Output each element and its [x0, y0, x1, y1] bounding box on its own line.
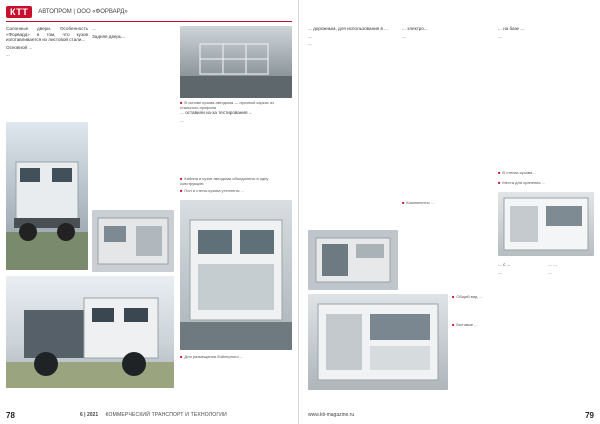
paragraph: ... — [402, 33, 406, 39]
masthead — [6, 5, 128, 19]
caption-bullet-icon: ■ — [180, 100, 183, 105]
truck-interior-photo — [308, 294, 448, 390]
photo-interior — [92, 210, 174, 272]
text-column-2 — [402, 26, 492, 196]
paragraph: ... дорожным, для использования в ... — [308, 26, 388, 31]
paragraph: ... — [92, 26, 96, 31]
page-number: 78 — [6, 410, 15, 420]
photo-interior-right — [498, 192, 594, 256]
photo-frame-workshop — [180, 26, 292, 98]
photo-components — [308, 230, 398, 290]
paragraph: ... — [6, 52, 10, 58]
photo-body-side — [180, 200, 292, 350]
caption: ■ В основе кузова автодома — прочный каркас из стального профиля — [180, 100, 275, 110]
right-page — [302, 0, 600, 424]
paragraph: ... ... — [548, 262, 557, 267]
paragraph: Основной ... — [6, 44, 33, 50]
header-rule — [6, 21, 292, 22]
paragraph: Салонные двери. Особенность «Форвард» в том, что кузов изготавливается из листовой стали... — [6, 26, 88, 43]
footer-center — [15, 412, 292, 418]
rubric-header: АВТОПРОМ | ООО «ФОРВАРД» — [38, 9, 128, 15]
photo-truck-large — [6, 276, 174, 388]
body-side-photo — [180, 200, 292, 350]
issue-number: 6 | 2021 — [80, 412, 99, 418]
text-column-bottom-1 — [498, 262, 544, 390]
text-column-1 — [6, 26, 88, 118]
components-photo — [308, 230, 398, 290]
photo-truck-vertical — [6, 122, 88, 270]
magazine-site: www.kti-magazine.ru — [308, 412, 355, 418]
paragraph: Задняя дверь... — [92, 33, 126, 39]
paragraph: ... — [308, 41, 312, 47]
caption-bullet-icon: ■ — [498, 170, 501, 175]
truck-photo — [6, 122, 88, 270]
paragraph: ... электро... — [402, 26, 428, 31]
magazine-title: КОММЕРЧЕСКИЙ ТРАНСПОРТ И ТЕХНОЛОГИИ — [105, 412, 227, 418]
paragraph: ... — [548, 269, 552, 275]
page-number: 79 — [585, 410, 594, 420]
caption: ■ Места для хранения ... — [498, 180, 546, 185]
paragraph: ... оставили из-за тестирования ... — [180, 110, 253, 115]
caption-bullet-icon: ■ — [180, 176, 183, 181]
paragraph: ... — [180, 117, 184, 123]
paragraph: ... — [308, 33, 312, 39]
magazine-logo: КТТ — [6, 6, 32, 18]
frame-photo — [180, 26, 292, 98]
text-column-2 — [92, 26, 174, 206]
caption: ■ Компоненты ... — [402, 200, 434, 205]
interior-right-photo — [498, 192, 594, 256]
right-footer — [308, 410, 594, 420]
interior-photo — [92, 210, 174, 272]
caption-bullet-icon: ■ — [180, 188, 183, 193]
paragraph: ... — [498, 33, 502, 39]
text-column-3 — [498, 26, 594, 168]
caption-bullet-icon: ■ — [452, 322, 455, 327]
paragraph: ... — [498, 269, 502, 275]
caption-bullet-icon: ■ — [180, 354, 183, 359]
text-column-bottom-2 — [548, 262, 594, 390]
caption: ■ Бытовые ... — [452, 322, 478, 327]
caption: ■ Пол и стены кузова утеплены ... — [180, 188, 244, 193]
left-page — [0, 0, 299, 424]
truck-large-photo — [6, 276, 174, 388]
caption-bullet-icon: ■ — [452, 294, 455, 299]
paragraph: ... с ... — [498, 262, 511, 267]
caption: ■ В стенах-кузова ... — [498, 170, 537, 175]
text-column-1 — [308, 26, 398, 226]
caption: ■ Для размещения бойлерного ... — [180, 354, 244, 359]
text-column-3 — [180, 110, 292, 172]
left-footer — [6, 410, 292, 420]
caption: ■ Общий вид ... — [452, 294, 482, 299]
paragraph: ... на базе ... — [498, 26, 525, 31]
caption: ■ Кабина и кузов автодома объединены в одну конструкцию — [180, 176, 269, 186]
photo-truck-interior — [308, 294, 448, 390]
caption-bullet-icon: ■ — [402, 200, 405, 205]
caption-bullet-icon: ■ — [498, 180, 501, 185]
